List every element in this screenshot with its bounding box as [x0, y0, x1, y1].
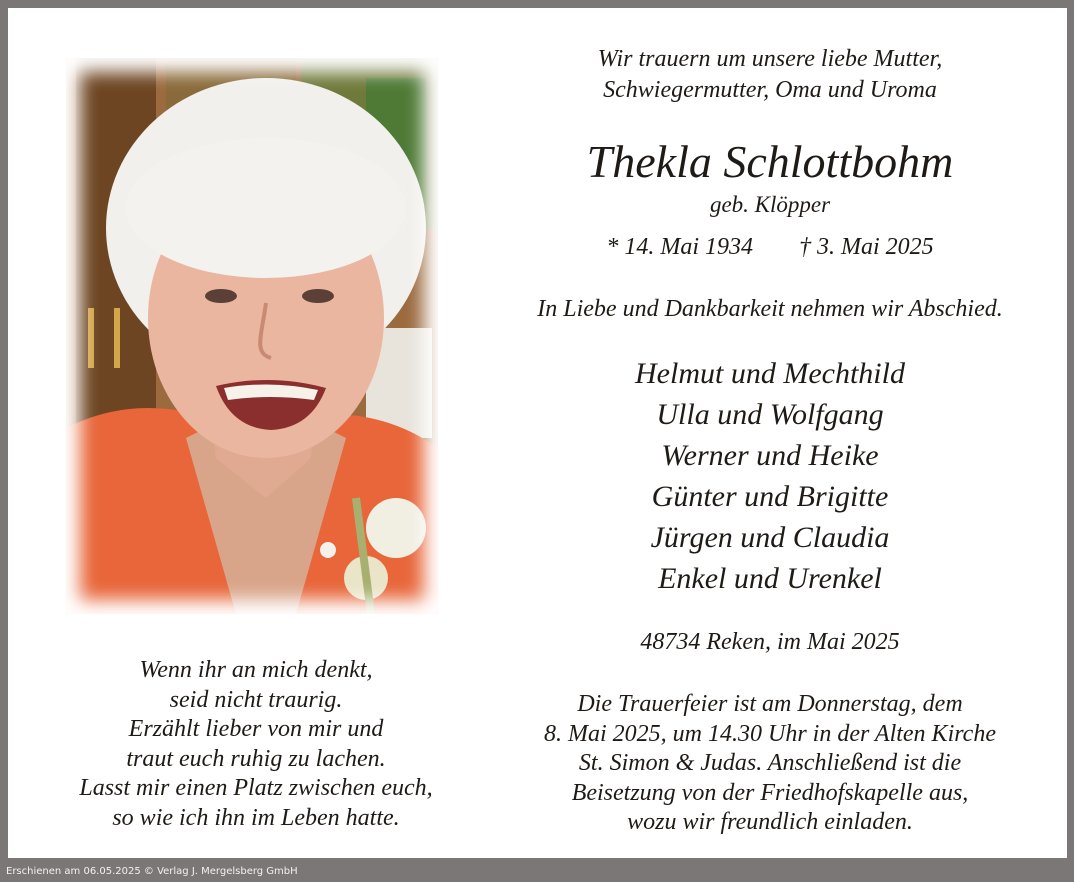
- poem-line: traut euch ruhig zu lachen.: [126, 745, 386, 772]
- life-dates: [488, 232, 1052, 262]
- family-member: Ulla und Wolfgang: [656, 398, 884, 431]
- poem-line: Wenn ihr an mich denkt,: [139, 657, 373, 683]
- funeral-line: St. Simon & Judas. Anschließend ist die: [578, 750, 962, 776]
- poem-line: seid nicht traurig.: [169, 686, 343, 713]
- maiden-name: geb. Klöpper: [709, 192, 831, 217]
- intro-line: Schwiegermutter, Oma und Uroma: [603, 77, 937, 103]
- mourning-intro: [488, 44, 1052, 106]
- funeral-line: Beisetzung von der Friedhofskapelle aus,: [571, 779, 969, 806]
- family-list: [488, 353, 1052, 599]
- family-member: Jürgen und Claudia: [650, 521, 890, 554]
- poem: [28, 656, 484, 833]
- family-member: Enkel und Urenkel: [658, 562, 882, 595]
- farewell-text: In Liebe und Dankbarkeit nehmen wir Abschied.: [537, 296, 1003, 322]
- place-date: 48734 Reken, im Mai 2025: [640, 629, 900, 655]
- family-member: Werner und Heike: [661, 439, 879, 472]
- family-member: Günter und Brigitte: [651, 480, 889, 513]
- family-member: Helmut und Mechthild: [635, 357, 905, 390]
- birth-date: * 14. Mai 1934: [606, 234, 753, 260]
- deceased-name: Thekla Schlottbohm: [586, 136, 954, 187]
- funeral-info: [488, 690, 1052, 838]
- death-date: † 3. Mai 2025: [799, 234, 934, 260]
- funeral-line: Die Trauerfeier ist am Donnerstag, dem: [577, 691, 963, 717]
- funeral-line: 8. Mai 2025, um 14.30 Uhr in der Alten Kirche: [544, 720, 996, 747]
- publication-footer: Erschienen am 06.05.2025 © Verlag J. Mergelsberg GmbH: [6, 866, 298, 877]
- funeral-line: wozu wir freundlich einladen.: [627, 809, 913, 835]
- poem-line: Erzählt lieber von mir und: [128, 716, 384, 742]
- poem-line: Lasst mir einen Platz zwischen euch,: [79, 775, 433, 801]
- intro-line: Wir trauern um unsere liebe Mutter,: [597, 46, 943, 72]
- obituary-card: [8, 8, 1067, 858]
- poem-line: so wie ich ihn im Leben hatte.: [112, 804, 400, 831]
- portrait-photo: [66, 58, 438, 614]
